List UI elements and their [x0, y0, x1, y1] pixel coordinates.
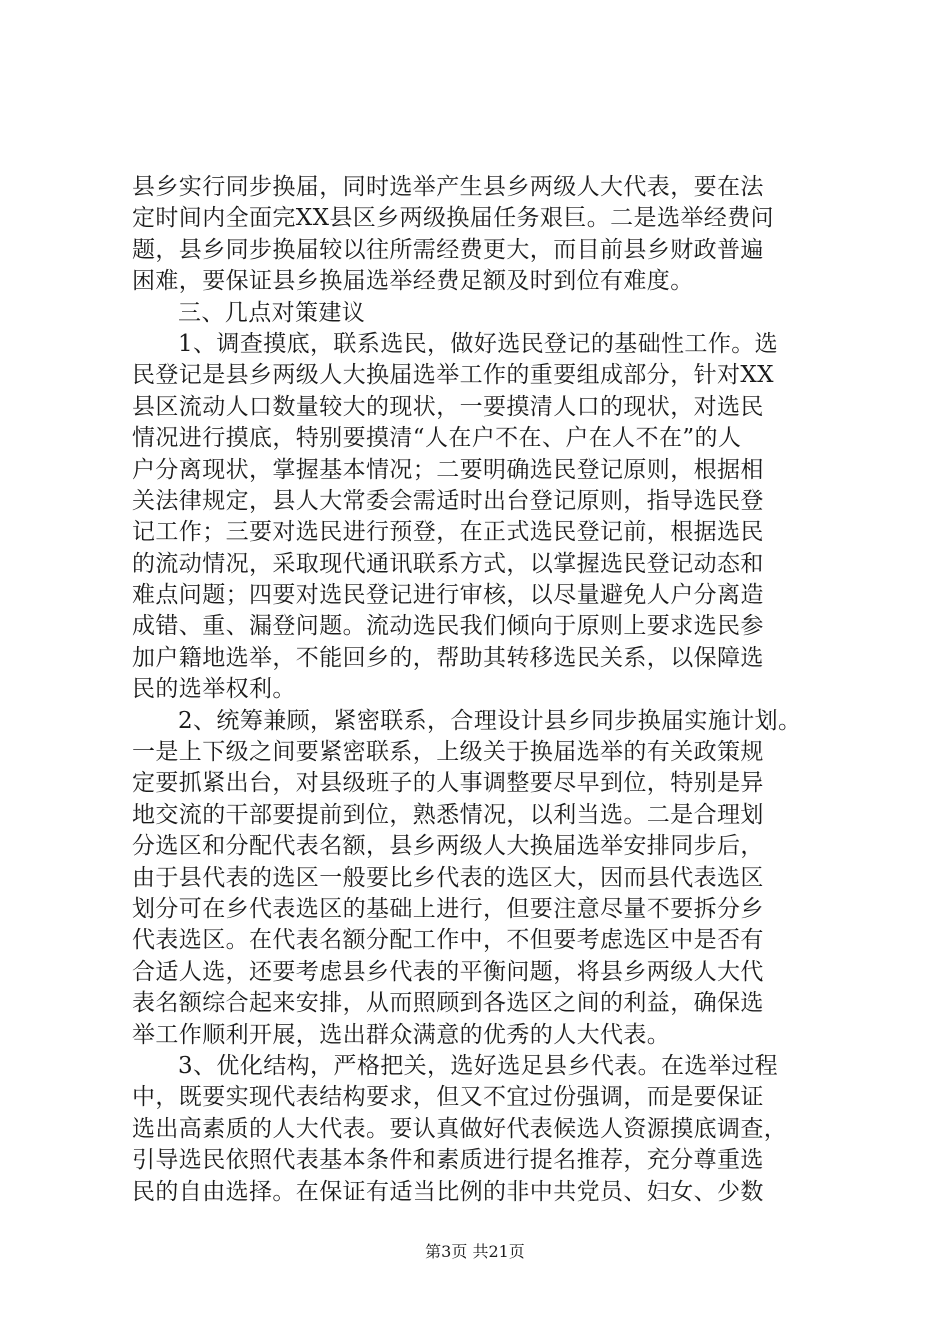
- text-line: 划分可在乡代表选区的基础上进行，但要注意尽量不要拆分乡: [132, 895, 764, 922]
- text-line: 定时间内全面完XX县区乡两级换届任务艰巨。二是选举经费问: [132, 205, 774, 232]
- text-line: 由于县代表的选区一般要比乡代表的选区大，因而县代表选区: [132, 864, 764, 891]
- text-line: 困难，要保证县乡换届选举经费足额及时到位有难度。: [132, 268, 694, 295]
- text-line: 代表选区。在代表名额分配工作中，不但要考虑选区中是否有: [132, 927, 764, 954]
- text-line: 记工作；三要对选民进行预登，在正式选民登记前，根据选民: [132, 519, 764, 546]
- text-line: 中，既要实现代表结构要求，但又不宜过份强调，而是要保证: [132, 1084, 764, 1111]
- text-line: 分选区和分配代表名额，县乡两级人大换届选举安排同步后，: [132, 833, 764, 860]
- text-line: 县区流动人口数量较大的现状，一要摸清人口的现状，对选民: [132, 393, 764, 420]
- text-line: 引导选民依照代表基本条件和素质进行提名推荐，充分尊重选: [132, 1147, 764, 1174]
- page-number-footer: 第3页 共21页: [425, 1242, 525, 1261]
- text-line: 县乡实行同步换届，同时选举产生县乡两级人大代表，要在法: [132, 174, 764, 200]
- section-heading: 三、几点对策建议: [178, 299, 366, 326]
- text-line: 加户籍地选举，不能回乡的，帮助其转移选民关系，以保障选: [132, 644, 764, 671]
- text-line: 举工作顺利开展，选出群众满意的优秀的人大代表。: [132, 1021, 671, 1048]
- text-line: 情况进行摸底，特别要摸清“人在户不在、户在人不在”的人: [132, 425, 742, 452]
- paragraph-start-line: 2、统筹兼顾，紧密联系，合理设计县乡同步换届实施计划。: [178, 707, 802, 734]
- text-line: 选出高素质的人大代表。要认真做好代表候选人资源摸底调查，: [132, 1115, 788, 1142]
- paragraph-start-line: 3、优化结构，严格把关，选好选足县乡代表。在选举过程: [178, 1052, 779, 1079]
- text-line: 难点问题；四要对选民登记进行审核，以尽量避免人户分离造: [132, 582, 764, 609]
- paragraph-start-line: 1、调查摸底，联系选民，做好选民登记的基础性工作。选: [178, 330, 779, 357]
- text-line: 表名额综合起来安排，从而照顾到各选区之间的利益，确保选: [132, 990, 764, 1017]
- text-line: 一是上下级之间要紧密联系，上级关于换届选举的有关政策规: [132, 739, 764, 766]
- text-line: 民登记是县乡两级人大换届选举工作的重要组成部分，针对XX: [132, 362, 774, 389]
- text-line: 定要抓紧出台，对县级班子的人事调整要尽早到位，特别是异: [132, 770, 764, 797]
- text-line: 题，县乡同步换届较以往所需经费更大，而目前县乡财政普遍: [132, 236, 764, 263]
- text-line: 合适人选，还要考虑县乡代表的平衡问题，将县乡两级人大代: [132, 958, 764, 985]
- text-line: 民的自由选择。在保证有适当比例的非中共党员、妇女、少数: [132, 1178, 764, 1205]
- text-line: 成错、重、漏登问题。流动选民我们倾向于原则上要求选民参: [132, 613, 764, 640]
- text-line: 户分离现状，掌握基本情况；二要明确选民登记原则，根据相: [132, 456, 764, 483]
- text-line: 关法律规定，县人大常委会需适时出台登记原则，指导选民登: [132, 487, 764, 514]
- text-line: 地交流的干部要提前到位，熟悉情况，以利当选。二是合理划: [132, 801, 764, 828]
- text-line: 的流动情况，采取现代通讯联系方式，以掌握选民登记动态和: [132, 550, 764, 577]
- text-line: 民的选举权利。: [132, 676, 296, 703]
- document-body: [132, 172, 832, 1208]
